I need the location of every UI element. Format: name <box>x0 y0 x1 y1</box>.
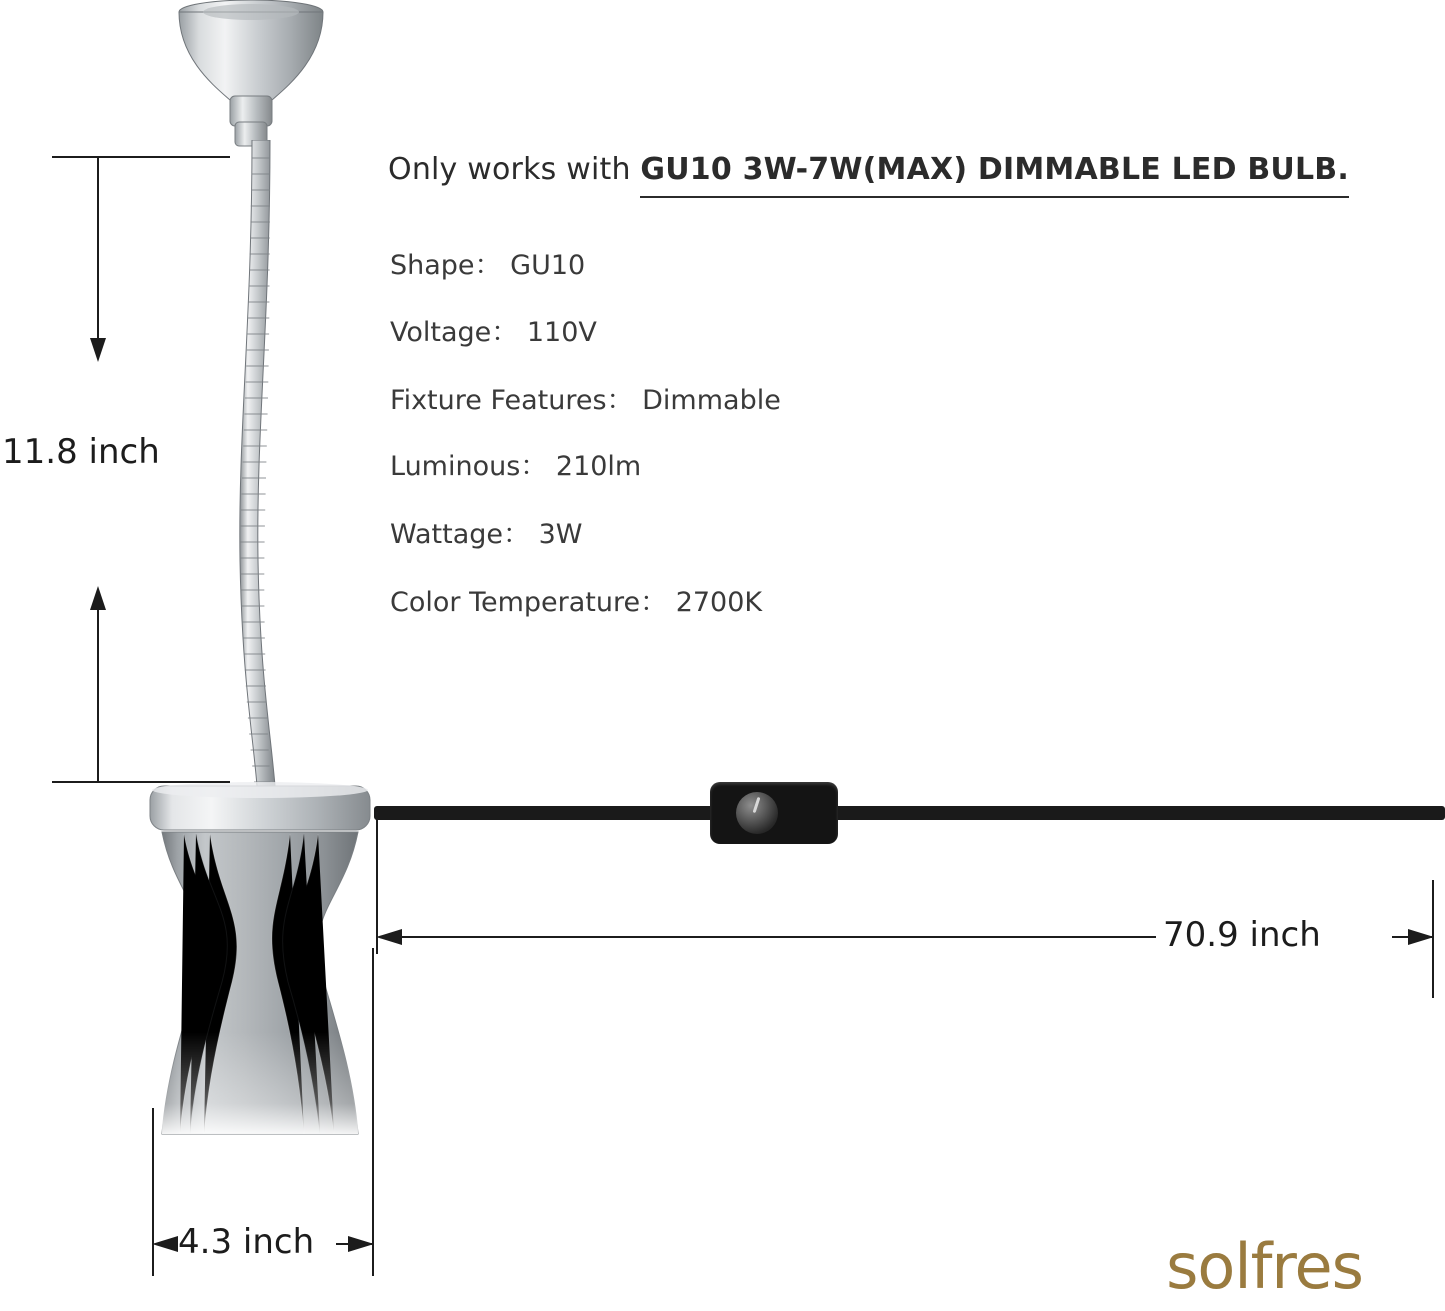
width-dim-arrow-right <box>346 1232 374 1256</box>
spec-row-wattage <box>390 512 582 551</box>
spec-value-fixture-features: Dimmable <box>642 385 781 416</box>
bulb-requirement-headline <box>388 152 1349 187</box>
height-dim-upper-line <box>97 156 99 356</box>
spec-key-fixture-features: Fixture Features： <box>390 385 634 416</box>
spec-key-wattage: Wattage： <box>390 519 530 550</box>
inline-dimmer-switch[interactable] <box>710 782 838 844</box>
spec-row-voltage <box>390 310 597 349</box>
brand-logo: solfres <box>1166 1230 1363 1303</box>
spec-key-color-temperature: Color Temperature： <box>390 587 668 618</box>
lamp-shade-icon <box>140 782 380 1144</box>
spec-key-luminous: Luminous： <box>390 451 548 482</box>
spec-row-color-temperature <box>390 580 762 619</box>
spec-value-voltage: 110V <box>526 317 597 348</box>
power-cord <box>374 806 1445 820</box>
spec-key-shape: Shape： <box>390 250 502 281</box>
height-dim-arrow-up <box>86 336 110 362</box>
spec-row-luminous <box>390 444 641 483</box>
height-dim-lower-line <box>97 596 99 782</box>
shade-width-dimension-label: 4.3 inch <box>178 1222 315 1262</box>
spec-value-shape: GU10 <box>510 250 586 281</box>
cord-dim-arrow-right <box>1406 925 1434 949</box>
dimmer-knob-icon[interactable] <box>736 792 778 834</box>
spec-row-fixture-features <box>390 378 781 417</box>
spec-key-voltage: Voltage： <box>390 317 519 348</box>
width-dim-right-extension <box>372 948 374 1276</box>
spec-value-wattage: 3W <box>538 519 583 550</box>
spec-value-color-temperature: 2700K <box>675 587 763 618</box>
ceiling-canopy-icon <box>178 0 324 150</box>
height-dim-bottom-tick <box>52 781 230 783</box>
height-dim-top-tick <box>52 156 230 158</box>
height-dimension-label: 11.8 inch <box>2 432 160 472</box>
headline-strong-text: GU10 3W-7W(MAX) DIMMABLE LED BULB. <box>640 152 1349 198</box>
flexible-gooseneck-icon <box>228 140 288 800</box>
cord-dim-line-left <box>396 936 1156 938</box>
headline-lead-text: Only works with <box>388 152 641 187</box>
spec-row-shape <box>390 243 585 282</box>
width-dim-line-left <box>170 1243 178 1245</box>
cord-length-dimension-label: 70.9 inch <box>1163 915 1321 955</box>
spec-value-luminous: 210lm <box>555 451 642 482</box>
